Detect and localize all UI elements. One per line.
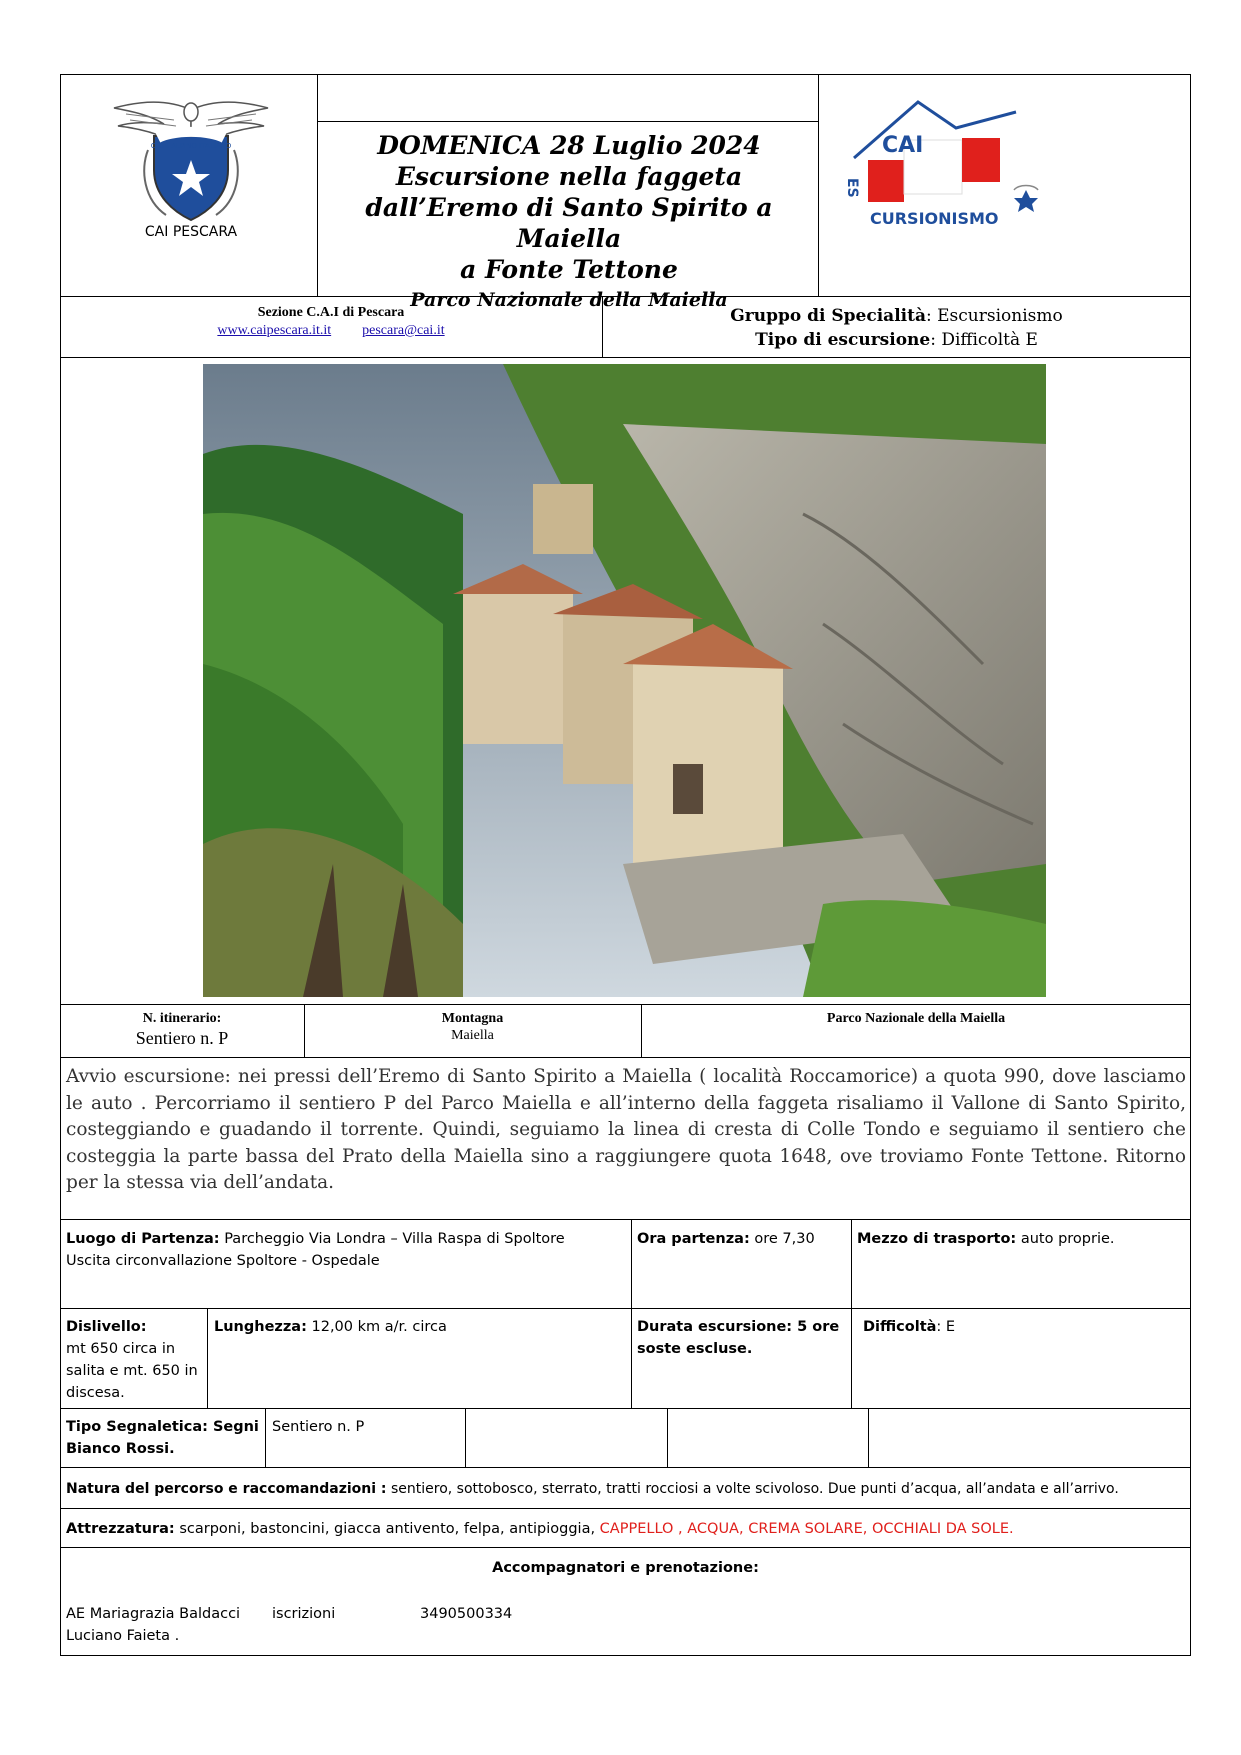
type-value: : Difficoltà E xyxy=(930,330,1038,350)
title-line: Escursione nella faggeta xyxy=(395,162,743,191)
escursionismo-logo xyxy=(846,98,1056,233)
eagle-shield-icon xyxy=(96,90,286,230)
itinerary-value: Sentiero n. P xyxy=(135,1028,229,1048)
divider xyxy=(207,1308,208,1408)
route-nature xyxy=(66,1478,1191,1500)
svg-text:CLUB ALPINO ITALIANO: CLUB ALPINO ITALIANO xyxy=(150,142,232,150)
leader-2: Luciano Faieta . xyxy=(66,1628,180,1644)
phone-number: 3490500334 xyxy=(420,1606,513,1622)
cai-logo xyxy=(96,90,286,250)
title-line: DOMENICA 28 Luglio 2024 xyxy=(377,131,761,160)
divider xyxy=(631,1219,632,1408)
difficulty xyxy=(863,1316,1183,1338)
divider xyxy=(60,357,1191,358)
nature-label: Natura del percorso e raccomandazioni : xyxy=(66,1481,387,1497)
companions-title: Accompagnatori e prenotazione: xyxy=(492,1560,759,1576)
start-value-line2: Uscita circonvallazione Spoltore - Ospedale xyxy=(66,1253,380,1269)
equipment xyxy=(66,1518,1191,1540)
signage-value: Sentiero n. P xyxy=(272,1419,365,1435)
divider xyxy=(60,1547,1191,1548)
type-label: Tipo di escursione xyxy=(755,330,931,350)
title-line: a Fonte Tettone xyxy=(460,255,678,284)
leader-1: AE Mariagrazia Baldacci xyxy=(66,1606,241,1622)
subtitle: Parco Nazionale della Maiella xyxy=(410,289,728,311)
website-link[interactable]: www.caipescara.it.it xyxy=(217,323,332,338)
start-value: Parcheggio Via Londra – Villa Raspa di Spoltore xyxy=(219,1231,565,1247)
divider xyxy=(868,1408,869,1467)
difficulty-value: : E xyxy=(936,1319,956,1335)
title-line: dall’Eremo di Santo Spirito a Maiella xyxy=(365,193,773,253)
specialty-info xyxy=(602,304,1191,352)
transport-label: Mezzo di trasporto: xyxy=(857,1231,1017,1247)
svg-text:CAI: CAI xyxy=(882,133,924,158)
elevation-value: mt 650 circa in salita e mt. 650 in discesa. xyxy=(66,1341,198,1401)
equipment-label: Attrezzatura: xyxy=(66,1521,175,1537)
logo-caption: CAI PESCARA xyxy=(144,224,238,240)
group-label: Gruppo di Specialità xyxy=(730,306,926,326)
itinerary-label: N. itinerario: xyxy=(142,1011,222,1026)
divider xyxy=(851,1219,852,1408)
start-label: Luogo di Partenza: xyxy=(66,1231,220,1247)
divider xyxy=(465,1408,466,1467)
mountain-flag-icon xyxy=(846,98,1056,233)
time-value: ore 7,30 xyxy=(749,1231,815,1247)
elevation-label: Dislivello: xyxy=(66,1319,147,1335)
length-label: Lunghezza: xyxy=(214,1319,307,1335)
hermitage-photo-icon xyxy=(203,364,1046,997)
page-title xyxy=(320,130,818,313)
divider xyxy=(265,1408,266,1467)
divider xyxy=(317,74,318,296)
transport-value: auto proprie. xyxy=(1016,1231,1115,1247)
signup-label: iscrizioni xyxy=(272,1606,336,1622)
divider xyxy=(60,1219,1191,1220)
equipment-highlight: CAPPELLO , ACQUA, CREMA SOLARE, OCCHIALI DA SOLE. xyxy=(599,1521,1014,1537)
route-description: Avvio escursione: nei pressi dell’Eremo di Santo Spirito a Maiella ( località Roccamorice) a quota 990, dove lasciamo le auto . Percorriamo il sentiero P del Parco Maiella e all’interno della faggeta risaliamo il Vallone di Santo Spirito, costeggiando e guadando il torrente. Quindi, seguiamo la linea di cresta di Colle Tondo e seguiamo il sentiero che costeggia la parte bassa del Prato della Maiella sino a raggiungere quota 1648, ove troviamo Fonte Tettone. Ritorno per la stessa via dell’andata. xyxy=(66,1066,1186,1193)
divider xyxy=(60,1057,1191,1058)
divider xyxy=(60,1508,1191,1509)
duration: Durata escursione: 5 ore soste escluse. xyxy=(637,1319,840,1357)
companions-list xyxy=(66,1603,766,1647)
mountain-label: Montagna xyxy=(441,1011,504,1026)
mountain-value: Maiella xyxy=(451,1028,494,1043)
difficulty-label: Difficoltà xyxy=(863,1319,937,1335)
transport xyxy=(857,1228,1187,1250)
divider xyxy=(60,1408,1191,1409)
email-link[interactable]: pescara@cai.it xyxy=(362,323,445,338)
section-info xyxy=(60,304,602,340)
signage-label: Tipo Segnaletica: Segni Bianco Rossi. xyxy=(66,1419,259,1457)
time-label: Ora partenza: xyxy=(637,1231,750,1247)
length xyxy=(214,1316,624,1338)
equipment-value: scarponi, bastoncini, giacca antivento, felpa, antipioggia, xyxy=(174,1521,600,1537)
start-time xyxy=(637,1228,847,1250)
section-name: Sezione C.A.I di Pescara xyxy=(257,305,405,320)
itinerary-cell xyxy=(60,1010,304,1049)
divider xyxy=(317,121,818,122)
park-label: Parco Nazionale della Maiella xyxy=(826,1011,1006,1026)
hermitage-photo xyxy=(203,364,1046,997)
length-value: 12,00 km a/r. circa xyxy=(306,1319,447,1335)
divider xyxy=(60,1308,1191,1309)
divider xyxy=(667,1408,668,1467)
divider xyxy=(818,74,819,296)
elevation xyxy=(66,1316,202,1404)
mountain-cell xyxy=(304,1010,641,1045)
start-location xyxy=(66,1228,626,1272)
nature-value: sentiero, sottobosco, sterrato, tratti rocciosi a volte scivoloso. Due punti d’acqua, all’andata e all’arrivo. xyxy=(386,1481,1119,1497)
group-value: : Escursionismo xyxy=(925,306,1063,326)
divider xyxy=(60,1004,1191,1005)
svg-text:CURSIONISMO: CURSIONISMO xyxy=(870,209,999,228)
divider xyxy=(60,1467,1191,1468)
svg-text:ES: ES xyxy=(844,178,860,198)
